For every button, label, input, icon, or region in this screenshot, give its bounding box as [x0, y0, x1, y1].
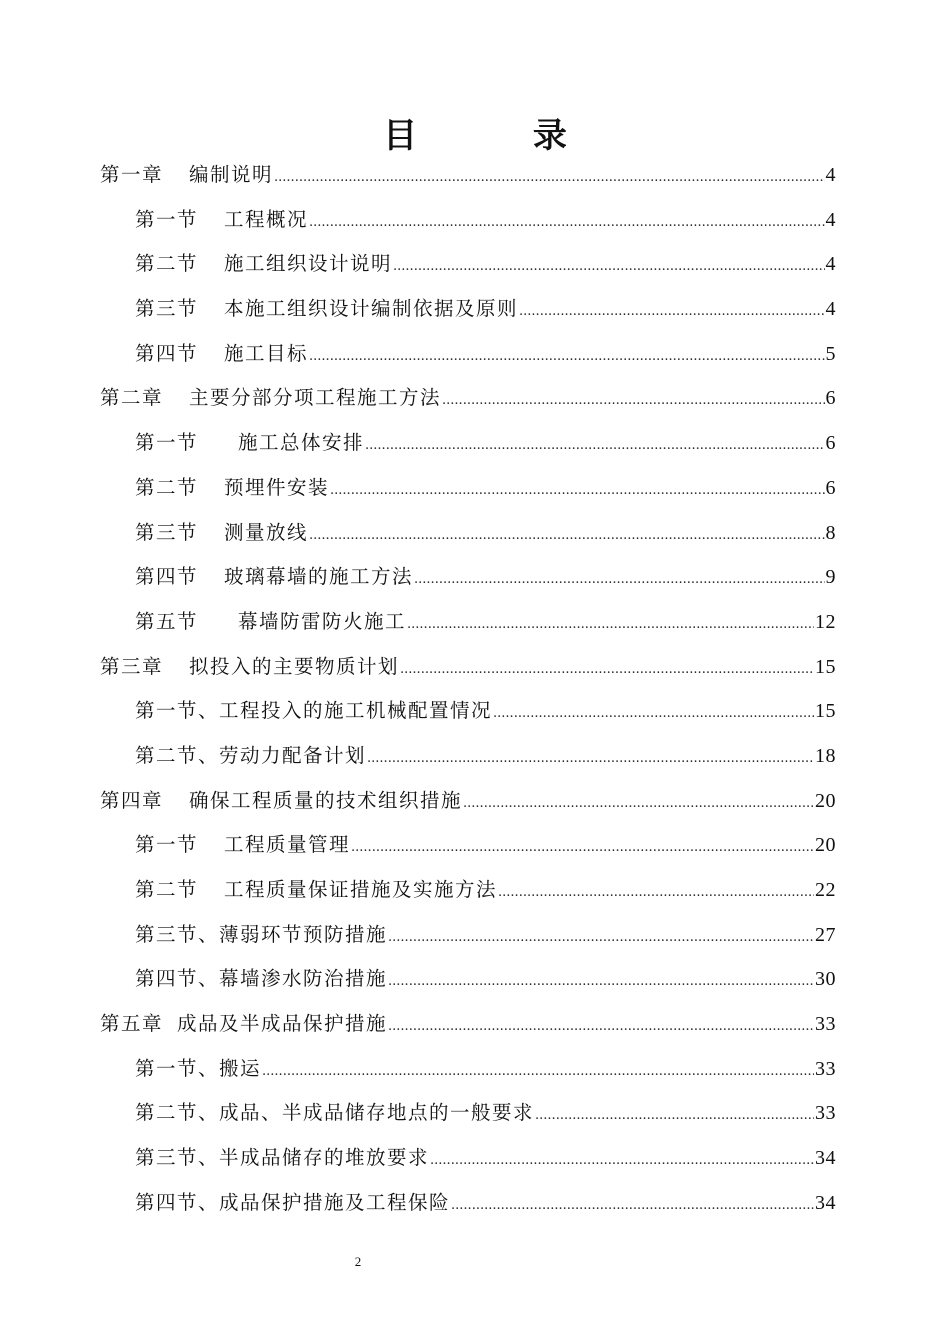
toc-entry-title: 拟投入的主要物质计划	[189, 654, 400, 678]
toc-entry-section[interactable]	[100, 517, 836, 562]
toc-entry-page: 4	[825, 208, 836, 231]
toc-entry-section[interactable]	[100, 1053, 836, 1098]
toc-entry-number: 第一节、	[135, 699, 220, 723]
toc-entry-title: 编制说明	[189, 163, 274, 186]
toc-entry-page: 6	[825, 432, 836, 455]
toc-leader-dots	[309, 528, 824, 543]
toc-entry-page: 9	[825, 566, 836, 589]
toc-list	[100, 159, 836, 1232]
toc-entry-title: 施工目标	[224, 341, 309, 365]
toc-entry-title: 施工组织设计说明	[224, 252, 393, 276]
toc-entry-section[interactable]	[100, 963, 836, 1008]
toc-entry-number: 第二节	[135, 878, 199, 901]
toc-entry-number: 第五节	[135, 609, 199, 633]
toc-entry-title: 劳动力配备计划	[219, 743, 367, 767]
toc-entry-section[interactable]	[100, 472, 836, 517]
toc-entry-chapter[interactable]	[100, 1008, 836, 1053]
toc-entry-chapter[interactable]	[100, 651, 836, 696]
toc-leader-dots	[414, 572, 824, 587]
toc-leader-dots	[274, 170, 824, 185]
toc-entry-number: 第一章	[100, 163, 164, 186]
toc-entry-page: 20	[815, 834, 836, 857]
toc-entry-number: 第三节	[135, 520, 199, 544]
toc-entry-chapter[interactable]	[100, 785, 836, 830]
toc-entry-number: 第三节、	[135, 1146, 220, 1170]
toc-entry-title: 工程质量管理	[224, 833, 351, 857]
toc-entry-number: 第四节、	[135, 967, 220, 991]
toc-entry-title: 工程质量保证措施及实施方法	[224, 878, 498, 901]
toc-entry-page: 20	[815, 789, 836, 812]
toc-entry-page: 22	[815, 879, 836, 901]
toc-entry-page: 33	[815, 1102, 836, 1125]
toc-leader-dots	[430, 1153, 814, 1168]
toc-entry-title: 成品、半成品储存地点的一般要求	[219, 1101, 535, 1125]
toc-entry-title: 幕墙渗水防治措施	[219, 967, 388, 991]
toc-entry-title: 成品保护措施及工程保险	[219, 1190, 451, 1214]
toc-entry-page: 15	[815, 700, 836, 723]
toc-leader-dots	[365, 438, 824, 453]
toc-entry-page: 8	[825, 521, 836, 544]
toc-leader-dots	[493, 706, 814, 721]
toc-entry-section[interactable]	[100, 874, 836, 919]
toc-leader-dots	[388, 1019, 814, 1034]
toc-entry-page: 15	[815, 655, 836, 678]
toc-entry-page: 34	[815, 1191, 836, 1214]
toc-entry-page: 6	[825, 476, 836, 499]
toc-entry-page: 18	[815, 744, 836, 767]
toc-entry-title: 施工总体安排	[238, 431, 365, 455]
toc-leader-dots	[442, 393, 824, 408]
toc-entry-number: 第三节、	[135, 922, 220, 946]
toc-entry-title: 成品及半成品保护措施	[177, 1012, 388, 1036]
toc-entry-page: 33	[815, 1057, 836, 1080]
toc-leader-dots	[400, 662, 814, 677]
toc-entry-number: 第一节	[135, 207, 199, 231]
toc-entry-title: 本施工组织设计编制依据及原则	[224, 297, 519, 321]
toc-entry-number: 第四章	[100, 788, 164, 812]
toc-leader-dots	[463, 796, 814, 811]
toc-entry-page: 27	[815, 923, 836, 946]
toc-entry-number: 第一节	[135, 431, 199, 455]
toc-entry-number: 第四节、	[135, 1190, 220, 1214]
toc-entry-title: 主要分部分项工程施工方法	[189, 386, 442, 410]
toc-entry-section[interactable]	[100, 1142, 836, 1187]
toc-entry-section[interactable]	[100, 1187, 836, 1232]
toc-entry-number: 第四节	[135, 341, 199, 365]
toc-entry-title: 搬运	[219, 1056, 262, 1080]
toc-entry-section[interactable]	[100, 695, 836, 740]
toc-leader-dots	[519, 304, 824, 319]
toc-entry-section[interactable]	[100, 740, 836, 785]
toc-entry-page: 30	[815, 968, 836, 991]
toc-leader-dots	[388, 930, 814, 945]
toc-leader-dots	[262, 1064, 814, 1079]
toc-entry-number: 第四节	[135, 565, 199, 589]
toc-leader-dots	[309, 215, 824, 230]
toc-entry-section[interactable]	[100, 293, 836, 338]
toc-entry-chapter[interactable]	[100, 159, 836, 204]
toc-entry-page: 4	[825, 298, 836, 321]
toc-entry-number: 第三章	[100, 654, 164, 678]
toc-leader-dots	[309, 349, 824, 364]
toc-entry-title: 半成品储存的堆放要求	[219, 1146, 430, 1170]
toc-entry-title: 工程投入的施工机械配置情况	[219, 699, 493, 723]
toc-entry-section[interactable]	[100, 1097, 836, 1142]
toc-entry-number: 第三节	[135, 297, 199, 321]
toc-entry-section[interactable]	[100, 427, 836, 472]
toc-entry-number: 第一节	[135, 833, 199, 857]
toc-entry-page: 5	[825, 342, 836, 365]
toc-entry-page: 12	[815, 610, 836, 633]
toc-leader-dots	[351, 840, 814, 855]
toc-entry-section[interactable]	[100, 204, 836, 249]
toc-leader-dots	[498, 885, 814, 900]
toc-entry-number: 第二节	[135, 252, 199, 276]
toc-leader-dots	[388, 974, 814, 989]
toc-entry-number: 第一节、	[135, 1056, 220, 1080]
toc-entry-page: 6	[825, 387, 836, 410]
toc-entry-number: 第二章	[100, 386, 164, 410]
toc-entry-section[interactable]	[100, 606, 836, 651]
toc-entry-title: 预埋件安装	[224, 475, 330, 499]
toc-entry-page: 34	[815, 1147, 836, 1170]
toc-leader-dots	[393, 259, 824, 274]
toc-entry-title: 幕墙防雷防火施工	[238, 609, 407, 633]
toc-entry-title: 工程概况	[224, 207, 309, 231]
toc-entry-section[interactable]	[100, 561, 836, 606]
toc-entry-section[interactable]	[100, 338, 836, 383]
toc-entry-number: 第二节、	[135, 1101, 220, 1125]
toc-entry-number: 第五章	[100, 1012, 164, 1036]
toc-entry-section[interactable]	[100, 829, 836, 874]
toc-entry-title: 确保工程质量的技术组织措施	[189, 788, 463, 812]
toc-leader-dots	[367, 751, 814, 766]
toc-leader-dots	[451, 1198, 814, 1213]
toc-entry-chapter[interactable]	[100, 382, 836, 427]
toc-leader-dots	[407, 617, 814, 632]
toc-entry-title: 测量放线	[224, 520, 309, 544]
page-number: 2	[354, 1254, 362, 1269]
toc-entry-section[interactable]	[100, 919, 836, 964]
toc-entry-number: 第二节	[135, 475, 199, 499]
toc-entry-number: 第二节、	[135, 743, 220, 767]
toc-leader-dots	[330, 483, 824, 498]
toc-entry-title: 玻璃幕墙的施工方法	[224, 565, 414, 589]
toc-entry-section[interactable]	[100, 248, 836, 293]
toc-entry-title: 薄弱环节预防措施	[219, 922, 388, 946]
toc-entry-page: 4	[825, 164, 836, 186]
toc-entry-page: 4	[825, 253, 836, 276]
toc-entry-page: 33	[815, 1013, 836, 1036]
toc-leader-dots	[535, 1108, 814, 1123]
toc-title: 目 录	[383, 116, 619, 156]
